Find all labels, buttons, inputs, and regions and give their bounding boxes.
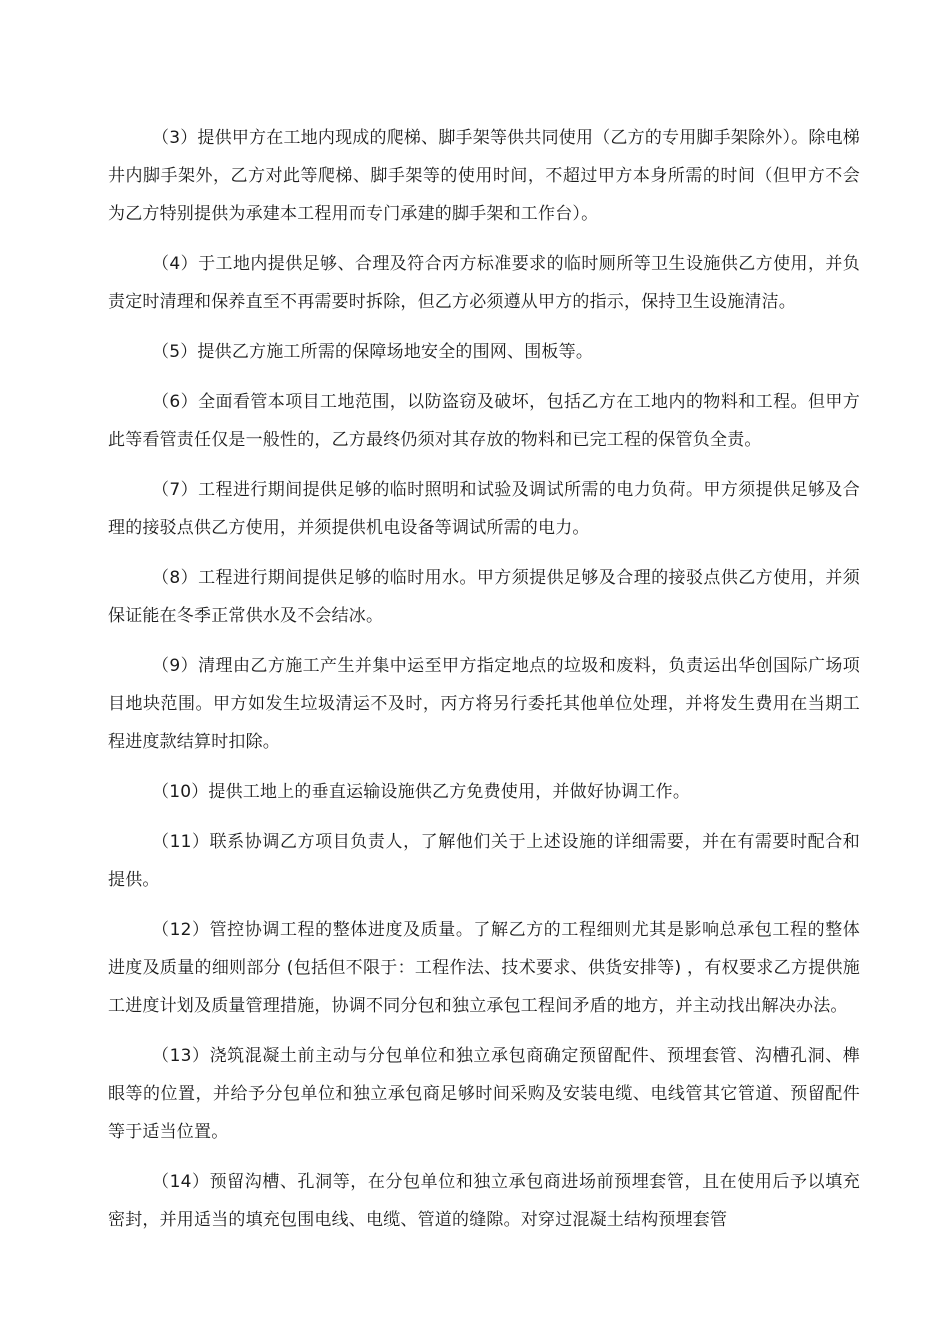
- clause-11: （11）联系协调乙方项目负责人，了解他们关于上述设施的详细需要，并在有需要时配合和提供。: [108, 832, 860, 890]
- clause-6: （6）全面看管本项目工地范围，以防盗窃及破坏，包括乙方在工地内的物料和工程。但甲方此等看管责任仅是一般性的，乙方最终仍须对其存放的物料和已完工程的保管负全责。: [108, 392, 860, 450]
- clause-5: （5）提供乙方施工所需的保障场地安全的围网、围板等。: [152, 342, 594, 362]
- clause-9: （9）清理由乙方施工产生并集中运至甲方指定地点的垃圾和废料，负责运出华创国际广场项目地块范围。甲方如发生垃圾清运不及时，丙方将另行委托其他单位处理，并将发生费用在当期工程进度款结算时扣除。: [108, 656, 860, 752]
- clause-4: （4）于工地内提供足够、合理及符合丙方标准要求的临时厕所等卫生设施供乙方使用，并负责定时清理和保养直至不再需要时拆除，但乙方必须遵从甲方的指示，保持卫生设施清洁。: [108, 254, 860, 312]
- clause-13: （13）浇筑混凝土前主动与分包单位和独立承包商确定预留配件、预埋套管、沟槽孔洞、榫眼等的位置，并给予分包单位和独立承包商足够时间采购及安装电缆、电线管其它管道、预留配件等于适当位置。: [108, 1046, 860, 1142]
- clause-8: （8）工程进行期间提供足够的临时用水。甲方须提供足够及合理的接驳点供乙方使用，并须保证能在冬季正常供水及不会结冰。: [108, 568, 860, 626]
- clause-12: （12）管控协调工程的整体进度及质量。了解乙方的工程细则尤其是影响总承包工程的整体进度及质量的细则部分 (包括但不限于：工程作法、技术要求、供货安排等) ，有权要求乙方提供施工进度计划及质量管理措施，协调不同分包和独立承包工程间矛盾的地方，并主动找出解决办法。: [108, 920, 860, 1016]
- clause-14: （14）预留沟槽、孔洞等，在分包单位和独立承包商进场前预埋套管，且在使用后予以填充密封，并用适当的填充包围电线、电缆、管道的缝隙。对穿过混凝土结构预埋套管: [108, 1172, 860, 1230]
- clause-7: （7）工程进行期间提供足够的临时照明和试验及调试所需的电力负荷。甲方须提供足够及合理的接驳点供乙方使用，并须提供机电设备等调试所需的电力。: [108, 480, 860, 538]
- clause-3: （3）提供甲方在工地内现成的爬梯、脚手架等供共同使用（乙方的专用脚手架除外）。除电梯井内脚手架外，乙方对此等爬梯、脚手架等的使用时间，不超过甲方本身所需的时间（但甲方不会为乙方特别提供为承建本工程用而专门承建的脚手架和工作台）。: [108, 128, 860, 224]
- clause-10: （10）提供工地上的垂直运输设施供乙方免费使用，并做好协调工作。: [152, 782, 691, 802]
